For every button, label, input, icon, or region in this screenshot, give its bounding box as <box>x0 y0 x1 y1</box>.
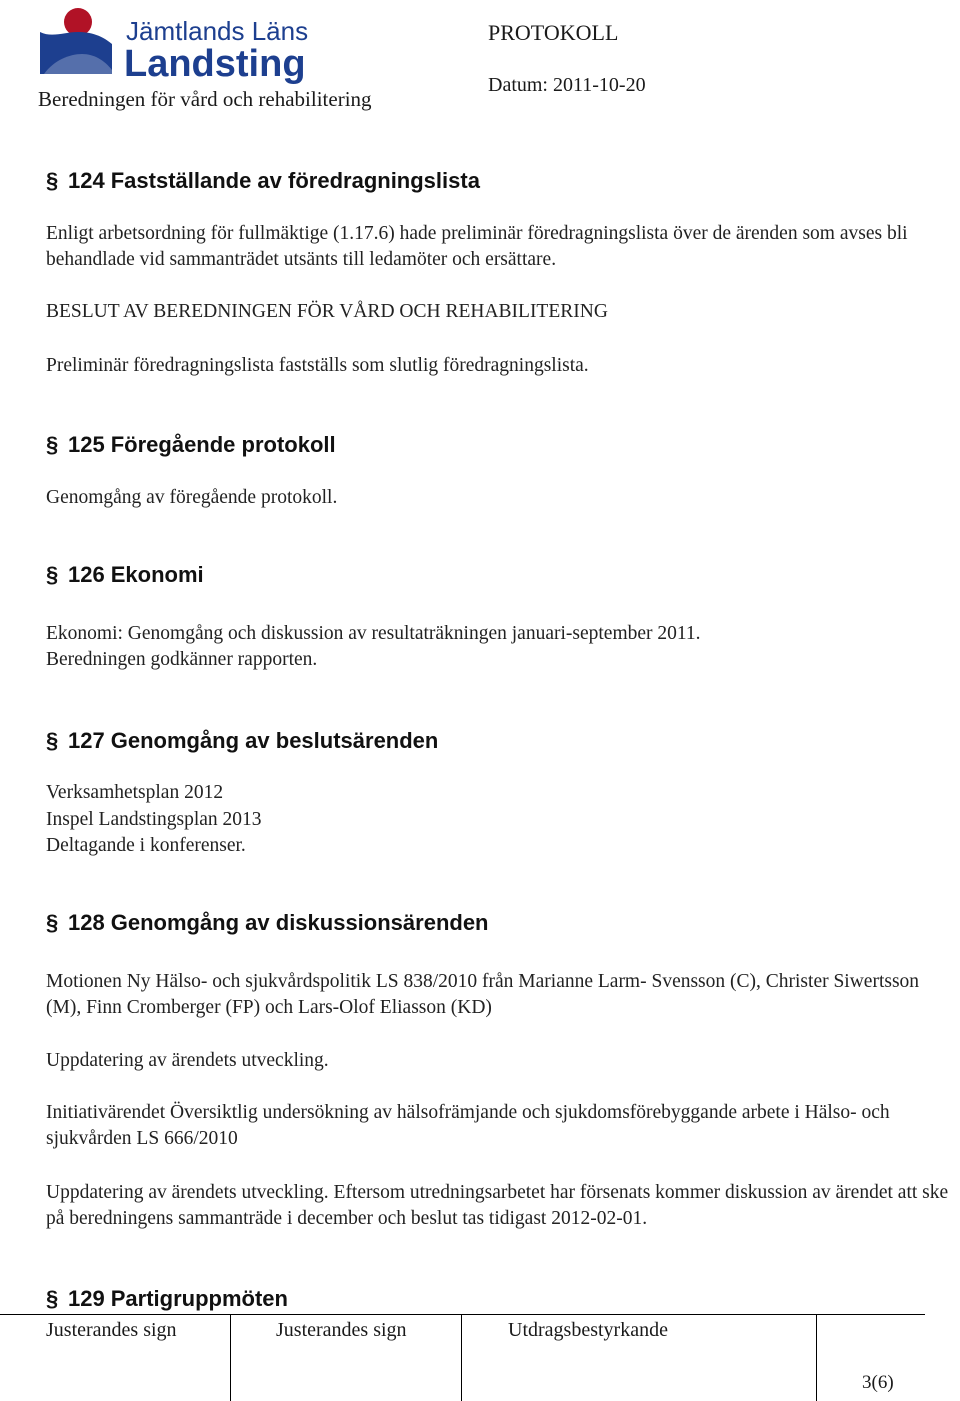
section-symbol: § <box>46 432 59 457</box>
section-heading-126 <box>46 562 204 588</box>
section-128-paragraph-3: Initiativärendet Översiktlig undersökning av hälsofrämjande och sjukdomsförebyggande arbete i Hälso- och sjukvården LS 666/2010 <box>46 1102 890 1149</box>
section-number: 127 <box>68 728 105 753</box>
section-number: 124 <box>68 168 105 193</box>
section-128-paragraph-4: Uppdatering av ärendets utveckling. Eftersom utredningsarbetet har försenats kommer diskussion av ärendet att ske på beredningens sammanträde i december och beslut tas tidigast 2012-02-01. <box>46 1182 949 1229</box>
landsting-logo <box>40 4 310 84</box>
signature-label-3: Utdragsbestyrkande <box>508 1319 668 1341</box>
section-128-paragraph-2: Uppdatering av ärendets utveckling. <box>46 1050 329 1071</box>
signature-label-2: Justerandes sign <box>276 1319 407 1341</box>
section-127-paragraph-1: Verksamhetsplan 2012 <box>46 782 224 803</box>
section-number: 126 <box>68 562 105 587</box>
section-number: 128 <box>68 910 105 935</box>
signature-cell-1 <box>0 1315 231 1401</box>
section-title: Genomgång av diskussionsärenden <box>110 910 489 935</box>
section-symbol: § <box>46 1286 59 1311</box>
section-symbol: § <box>46 168 59 193</box>
signature-cell-3 <box>462 1315 817 1401</box>
section-heading-128 <box>46 910 489 936</box>
section-heading-124 <box>46 168 480 194</box>
department-name: Beredningen för vård och rehabilitering <box>38 87 372 111</box>
section-heading-127 <box>46 728 438 754</box>
logo-line2: Landsting <box>124 43 306 84</box>
section-title: Ekonomi <box>110 562 204 587</box>
section-title: Fastställande av föredragningslista <box>110 168 480 193</box>
section-title: Partigruppmöten <box>110 1286 288 1311</box>
section-symbol: § <box>46 910 59 935</box>
section-126-paragraph-2: Beredningen godkänner rapporten. <box>46 649 318 670</box>
section-124-decision-heading: BESLUT AV BEREDNINGEN FÖR VÅRD OCH REHABILITERING <box>46 301 608 322</box>
signature-label-1: Justerandes sign <box>46 1319 177 1341</box>
section-125-paragraph-1: Genomgång av föregående protokoll. <box>46 487 338 508</box>
signature-table <box>0 1314 925 1401</box>
document-type: PROTOKOLL <box>488 20 619 45</box>
section-number: 129 <box>68 1286 105 1311</box>
signature-cell-2 <box>231 1315 462 1401</box>
section-127-paragraph-3: Deltagande i konferenser. <box>46 835 246 856</box>
section-title: Föregående protokoll <box>110 432 336 457</box>
logo-line1: Jämtlands Läns <box>126 16 309 46</box>
section-heading-125 <box>46 432 336 458</box>
section-symbol: § <box>46 728 59 753</box>
section-127-paragraph-2: Inspel Landstingsplan 2013 <box>46 809 262 830</box>
section-126-paragraph-1: Ekonomi: Genomgång och diskussion av resultaträkningen januari-september 2011. <box>46 623 701 644</box>
logo-emblem-icon <box>40 4 310 84</box>
document-date: Datum: 2011-10-20 <box>488 74 646 96</box>
section-title: Genomgång av beslutsärenden <box>110 728 439 753</box>
section-heading-129 <box>46 1286 288 1312</box>
section-number: 125 <box>68 432 105 457</box>
section-124-paragraph-1: Enligt arbetsordning för fullmäktige (1.17.6) hade preliminär föredragningslista över de ärenden som avses bli behandlade vid sammanträdet utsänts till ledamöter och ersättare. <box>46 223 908 270</box>
section-128-paragraph-1: Motionen Ny Hälso- och sjukvårdspolitik LS 838/2010 från Marianne Larm- Svensson (C), Christer Siwertsson (M), Finn Cromberger (FP) och Lars-Olof Eliasson (KD) <box>46 971 920 1018</box>
section-124-decision: Preliminär föredragningslista fastställs som slutlig föredragningslista. <box>46 355 589 376</box>
section-symbol: § <box>46 562 59 587</box>
page-number: 3(6) <box>862 1372 894 1393</box>
